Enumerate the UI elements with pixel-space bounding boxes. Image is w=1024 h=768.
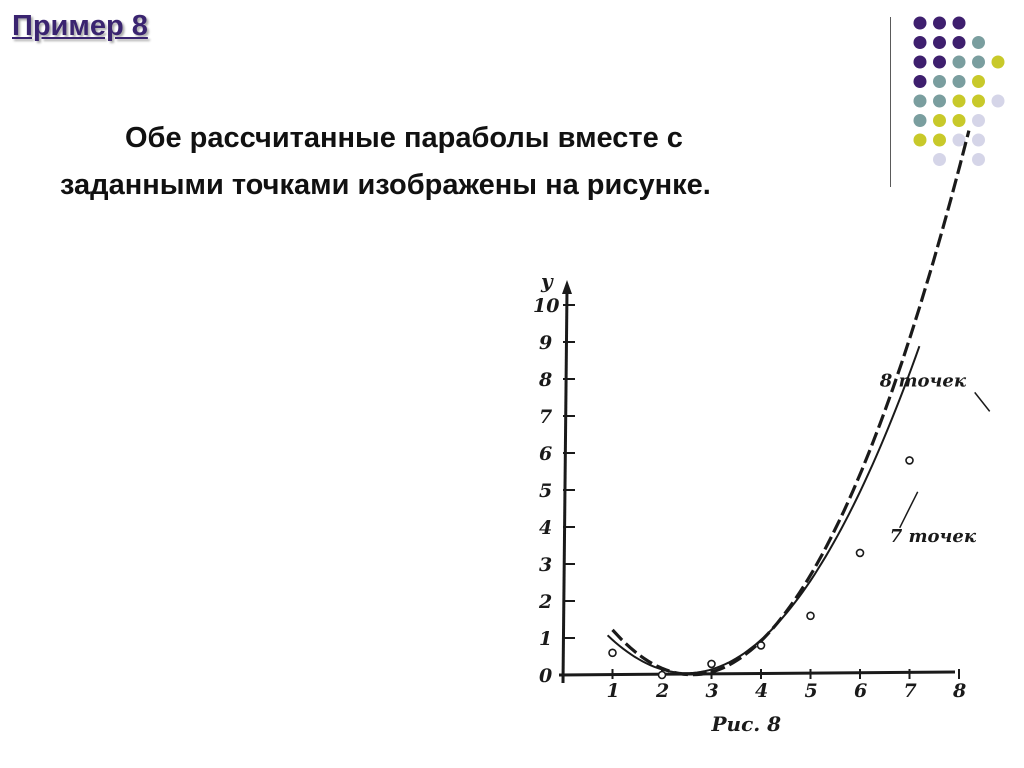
decoration-dot	[953, 134, 966, 147]
x-tick-label: 6	[854, 680, 868, 702]
curve-solid	[608, 346, 920, 673]
x-axis	[559, 672, 955, 675]
decoration-dot	[972, 36, 985, 49]
decoration-dot	[914, 17, 927, 30]
decoration-dot	[953, 56, 966, 69]
y-tick-label: 6	[539, 443, 553, 465]
y-ticks-group	[533, 295, 575, 687]
decoration-dot	[933, 17, 946, 30]
y-tick-label: 7	[539, 406, 553, 428]
y-tick-label: 1	[539, 628, 553, 650]
x-tick-label: 3	[705, 680, 719, 702]
series-annotation: 7 точек	[889, 525, 977, 547]
points-group	[609, 457, 913, 679]
y-tick-label: 10	[533, 295, 560, 317]
data-point	[758, 642, 765, 649]
annotation-leader	[900, 492, 918, 528]
decoration-dot	[953, 114, 966, 127]
decoration-dot	[972, 134, 985, 147]
parabola-chart	[495, 262, 977, 736]
x-tick-label: 4	[755, 680, 769, 702]
decoration-dot	[933, 56, 946, 69]
decoration-dot	[933, 36, 946, 49]
curve-dashed	[613, 131, 969, 675]
decoration-dot	[972, 75, 985, 88]
x-tick-label: 8	[953, 680, 967, 702]
y-tick-label: 8	[539, 369, 553, 391]
decoration-dot	[972, 153, 985, 166]
body-text-line-2: заданными точками изображены на рисунке.	[60, 169, 711, 201]
decoration-dot	[914, 36, 927, 49]
x-tick-label: 5	[804, 680, 818, 702]
decoration-dot	[972, 95, 985, 108]
decoration-dot	[992, 95, 1005, 108]
series-annotation: 8 точек	[879, 370, 967, 392]
decoration-dot	[933, 75, 946, 88]
decoration-dot	[914, 56, 927, 69]
data-point	[857, 549, 864, 556]
y-tick-label: 5	[539, 480, 553, 502]
decoration-dot	[953, 36, 966, 49]
slide-body-text	[60, 115, 880, 209]
curves-group	[608, 131, 969, 675]
decoration-dot	[914, 114, 927, 127]
decoration-dot	[953, 17, 966, 30]
x-tick-label: 7	[903, 680, 917, 702]
x-tick-label: 1	[606, 680, 620, 702]
decoration-dot	[972, 56, 985, 69]
vertical-divider	[890, 17, 891, 187]
decoration-dot	[914, 134, 927, 147]
data-point	[659, 672, 666, 679]
y-axis	[563, 290, 567, 683]
decoration-dot	[953, 75, 966, 88]
data-point	[708, 660, 715, 667]
y-tick-label: 4	[539, 517, 553, 539]
y-axis-label: y	[541, 269, 553, 293]
body-text-line-1: Обе рассчитанные параболы вместе с	[125, 122, 683, 154]
decoration-dot	[914, 75, 927, 88]
decoration-dot	[914, 95, 927, 108]
parabola-figure	[495, 262, 977, 736]
data-point	[906, 457, 913, 464]
decoration-dot	[933, 114, 946, 127]
annotations-group	[879, 370, 990, 546]
y-tick-label: 0	[539, 665, 553, 687]
data-point	[807, 612, 814, 619]
slide-title: Пример 8	[12, 10, 148, 42]
annotation-leader	[975, 392, 990, 411]
decoration-dot	[933, 134, 946, 147]
decoration-dot	[933, 95, 946, 108]
figure-caption: Рис. 8	[711, 712, 782, 736]
decoration-dot	[933, 153, 946, 166]
y-tick-label: 9	[539, 332, 553, 354]
decoration-dot	[992, 56, 1005, 69]
decoration-dot	[953, 95, 966, 108]
decoration-dot	[972, 114, 985, 127]
y-axis-arrow	[562, 280, 572, 294]
y-tick-label: 3	[539, 554, 553, 576]
y-tick-label: 2	[539, 591, 553, 613]
data-point	[609, 649, 616, 656]
x-tick-label: 2	[656, 680, 670, 702]
